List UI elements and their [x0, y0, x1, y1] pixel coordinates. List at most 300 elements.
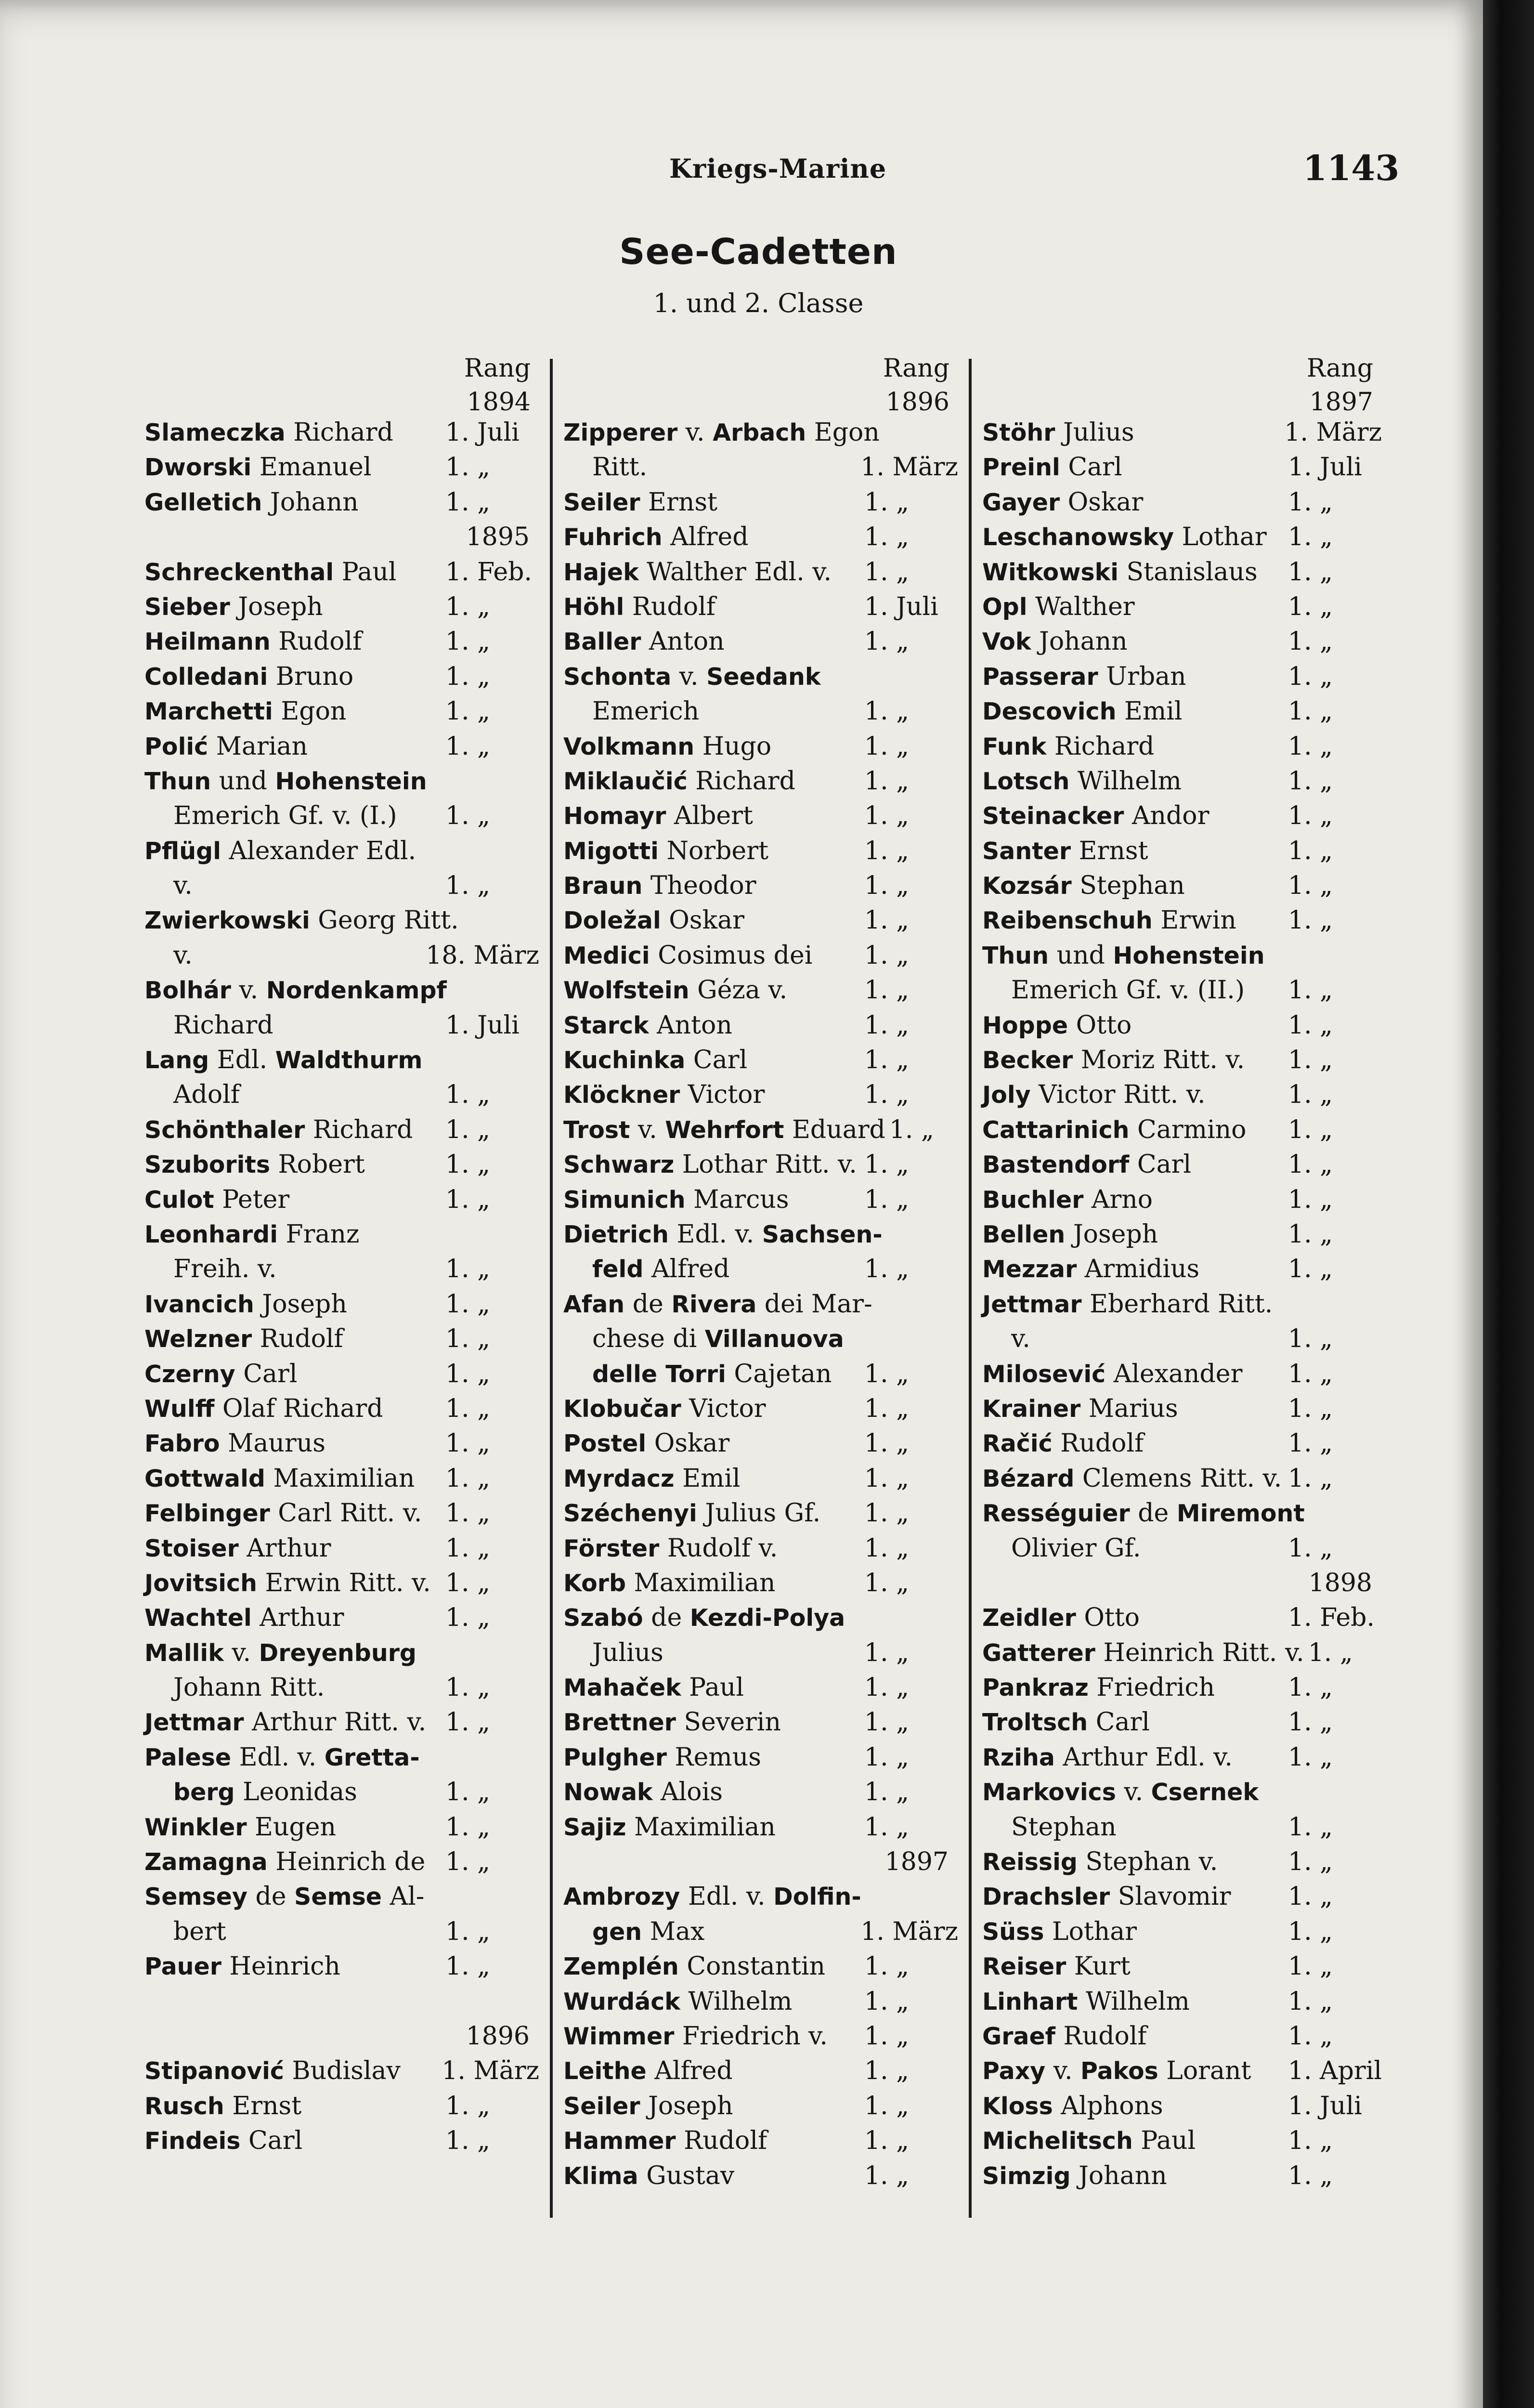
surname: Semsey	[144, 1883, 247, 1911]
rank-date: 1. „	[1308, 1638, 1353, 1667]
cadet-entry	[144, 1360, 539, 1394]
given-name-part: dei Mar-	[756, 1289, 872, 1319]
given-name-part: Lorant	[1158, 2056, 1251, 2086]
given-name: Victor	[680, 1080, 765, 1110]
cadet-name	[144, 1952, 442, 1981]
cadet-name	[982, 523, 1284, 551]
cadet-name	[563, 1255, 860, 1283]
given-name: Georg Ritt.	[310, 906, 459, 935]
rank-date: 1. „	[445, 2126, 491, 2156]
cadet-entry	[982, 1290, 1382, 1324]
given-name: chese di	[592, 1324, 705, 1354]
given-name: Friedrich	[1088, 1673, 1215, 1702]
cadet-name	[144, 871, 442, 900]
cadet-name	[563, 1185, 860, 1214]
cadet-entry	[144, 1603, 539, 1638]
cadet-name	[982, 558, 1284, 587]
cadet-name	[144, 1917, 442, 1946]
cadet-name	[982, 1708, 1284, 1737]
cadet-name	[144, 1324, 442, 1353]
surname-part: Waldthurm	[275, 1047, 423, 1074]
cadet-entry	[144, 1917, 539, 1952]
cadet-name	[982, 906, 1284, 935]
cadet-entry	[563, 697, 958, 732]
cadet-name	[144, 1360, 442, 1388]
cadet-name	[563, 1220, 883, 1249]
given-name: v.	[231, 976, 266, 1005]
given-name: Maximilian	[265, 1464, 415, 1493]
year-label: 1895	[466, 523, 530, 552]
surname: Reissig	[982, 1848, 1078, 1876]
cadet-entry	[982, 697, 1382, 732]
rank-date: 1. „	[864, 1568, 910, 1597]
cadet-entry	[982, 1115, 1382, 1150]
surname-part: Dolfin-	[773, 1883, 861, 1911]
rank-date: 1. „	[864, 1046, 910, 1075]
given-name: Rudolf	[624, 592, 716, 621]
cadet-name	[563, 488, 860, 517]
surname: Dworski	[144, 454, 252, 482]
page-number: 1143	[1303, 147, 1400, 188]
cadet-name	[563, 418, 880, 447]
cadet-entry	[982, 1499, 1382, 1533]
cadet-name	[982, 2022, 1284, 2051]
cadet-entry	[144, 558, 539, 592]
rank-date: 1. „	[889, 1115, 934, 1144]
rank-date: 1. „	[1288, 1359, 1333, 1388]
roster-column-1	[144, 347, 539, 2215]
rank-date: 1. „	[1288, 1394, 1333, 1423]
surname: Linhart	[982, 1988, 1078, 2015]
given-name: Leonidas	[234, 1778, 357, 1807]
cadet-name	[563, 1987, 860, 2016]
rank-date: 1. Juli	[864, 592, 938, 621]
cadet-name	[563, 1813, 860, 1842]
given-name: bert	[173, 1917, 226, 1946]
cadet-entry	[144, 1011, 539, 1046]
surname: Bellen	[982, 1220, 1066, 1248]
cadet-entry	[563, 627, 958, 662]
rank-date: 1. „	[864, 1812, 910, 1842]
given-name: Stephan v.	[1077, 1847, 1218, 1877]
given-name: Emerich Gf. v. (I.)	[173, 801, 397, 831]
rang-year-marker	[144, 523, 539, 557]
rank-date: 1. „	[445, 1115, 491, 1144]
cadet-entry	[982, 2092, 1382, 2126]
surname: Klobučar	[563, 1395, 681, 1423]
surname-part: Dreyenburg	[259, 1639, 416, 1667]
cadet-name	[144, 1220, 442, 1249]
cadet-entry	[982, 453, 1382, 487]
cadet-name	[144, 732, 442, 761]
given-name: Robert	[270, 1150, 365, 1179]
given-name: Walther Edl. v.	[638, 557, 832, 587]
cadet-entry	[563, 801, 958, 836]
cadet-name	[982, 1429, 1284, 1458]
rank-date: 1. April	[1287, 2056, 1382, 2086]
surname: Szabó	[563, 1604, 643, 1632]
rank-date: 1. „	[1288, 871, 1333, 901]
given-name: Lothar	[1174, 523, 1267, 552]
given-name: Carl	[240, 2126, 303, 2156]
surname: Buchler	[982, 1186, 1084, 1214]
cadet-entry	[144, 1464, 539, 1499]
cadet-name	[563, 1638, 860, 1667]
given-name: Rudolf v.	[659, 1533, 778, 1563]
cadet-name	[563, 1394, 860, 1423]
cadet-name	[982, 1813, 1284, 1842]
surname-part: Hohenstein	[275, 767, 427, 795]
given-name: Arthur Edl. v.	[1055, 1742, 1233, 1772]
given-name: Marcus	[685, 1185, 789, 1214]
cadet-name	[563, 1882, 861, 1911]
cadet-entry	[982, 1429, 1382, 1464]
given-name: Alfred	[646, 2056, 733, 2086]
rang-label: Rang	[464, 354, 531, 383]
surname: Wachtel	[144, 1604, 252, 1632]
given-name: Maurus	[220, 1429, 325, 1458]
rank-date: 1. „	[864, 1255, 910, 1284]
given-name: Rudolf	[270, 627, 362, 656]
surname: Sajiz	[563, 1813, 626, 1841]
rank-date: 1. „	[1288, 1987, 1333, 2016]
cadet-name	[144, 767, 442, 796]
surname: Zeidler	[982, 1604, 1076, 1632]
surname: Pflügl	[144, 837, 221, 865]
surname-part: Sachsen-	[762, 1220, 883, 1248]
cadet-entry	[982, 1987, 1382, 2022]
cadet-entry	[144, 1150, 539, 1185]
cadet-name	[144, 1778, 442, 1806]
rank-date: 1. „	[864, 1394, 910, 1423]
given-name: Rudolf	[1052, 1429, 1144, 1458]
cadet-name	[982, 1847, 1284, 1876]
cadet-name	[982, 801, 1284, 830]
rank-date: 1. „	[445, 1568, 491, 1597]
rank-date: 1. „	[1288, 1429, 1333, 1458]
rank-date: 1. „	[1288, 1115, 1333, 1144]
given-name: Emanuel	[251, 453, 372, 482]
cadet-entry	[144, 1673, 539, 1708]
surname: Joly	[982, 1081, 1031, 1109]
given-name: Wilhelm	[680, 1987, 793, 2016]
cadet-name	[144, 627, 442, 656]
surname: Förster	[563, 1534, 660, 1562]
given-name: Julius Gf.	[697, 1499, 821, 1528]
rank-date: 1. „	[1288, 557, 1333, 587]
rank-date: 1. „	[864, 1708, 910, 1737]
cadet-entry	[982, 1673, 1382, 1708]
cadet-entry	[982, 1778, 1382, 1812]
rank-date: 1. „	[1288, 2161, 1333, 2190]
surname: Seiler	[563, 488, 640, 516]
cadet-entry	[563, 662, 958, 697]
surname: Wolfstein	[563, 977, 689, 1005]
surname: Schonta	[563, 663, 672, 691]
cadet-name	[144, 1429, 442, 1458]
cadet-name	[144, 697, 442, 726]
given-name: Andor	[1124, 801, 1209, 831]
cadet-entry	[563, 1255, 958, 1289]
given-name: Alexander	[1105, 1359, 1243, 1388]
cadet-entry	[982, 627, 1382, 662]
given-name: Ernst	[640, 487, 717, 517]
cadet-name	[982, 1952, 1284, 1981]
surname: Vok	[982, 628, 1031, 656]
rank-date: 1. „	[864, 2126, 910, 2156]
surname: Mallik	[144, 1639, 224, 1667]
cadet-entry	[144, 2092, 539, 2126]
surname: Jettmar	[144, 1709, 244, 1737]
cadet-entry	[144, 801, 539, 836]
given-name: Victor Ritt. v.	[1030, 1080, 1206, 1110]
cadet-entry	[982, 1464, 1382, 1499]
given-name: Max	[642, 1917, 705, 1946]
rank-date: 1. „	[445, 1394, 491, 1423]
cadet-entry	[982, 1011, 1382, 1046]
rank-date: 1. „	[1288, 2126, 1333, 2156]
rank-date: 1. Juli	[445, 418, 520, 447]
given-name: Eugen	[247, 1812, 337, 1842]
rank-date: 1. „	[445, 1952, 491, 1981]
rank-date: 1. „	[1288, 1847, 1333, 1877]
given-name: Joseph	[230, 592, 323, 621]
cadet-name	[982, 1324, 1284, 1353]
rank-date: 1. „	[864, 697, 910, 726]
cadet-entry	[144, 1534, 539, 1569]
cadet-entry	[144, 1324, 539, 1359]
given-name: Theodor	[642, 871, 756, 901]
cadet-name	[144, 418, 442, 447]
cadet-name	[982, 1499, 1305, 1528]
rank-date: 1. „	[1288, 523, 1333, 552]
rank-date: 1. „	[1288, 662, 1333, 691]
given-name: Norbert	[658, 836, 768, 865]
cadet-entry	[144, 1847, 539, 1882]
cadet-name	[563, 627, 860, 656]
rank-date: 1. „	[864, 2021, 910, 2051]
cadet-name	[563, 2161, 860, 2190]
spacer	[144, 1987, 539, 2022]
cadet-entry	[144, 1046, 539, 1080]
cadet-name	[563, 697, 860, 726]
cadet-entry	[982, 418, 1382, 453]
rank-date: 1. „	[1288, 1219, 1333, 1249]
cadet-name	[563, 801, 860, 830]
cadet-name	[144, 906, 459, 935]
rank-date: 1. „	[445, 487, 491, 517]
surname: Brettner	[563, 1709, 676, 1737]
column-rule	[550, 359, 553, 2218]
cadet-name	[982, 1255, 1284, 1283]
cadet-entry	[144, 592, 539, 627]
given-name: Emil	[674, 1464, 741, 1493]
given-name: Johann	[1031, 627, 1128, 656]
cadet-name	[982, 1778, 1284, 1806]
cadet-name	[144, 1673, 442, 1702]
given-name: Carl	[685, 1046, 748, 1075]
cadet-name	[563, 1080, 860, 1109]
given-name: de	[1130, 1499, 1177, 1528]
cadet-entry	[563, 732, 958, 767]
cadet-entry	[563, 1499, 958, 1533]
given-name: v.	[677, 418, 713, 447]
rank-date: 1. „	[864, 1638, 910, 1667]
surname: Slameczka	[144, 419, 286, 446]
rank-date: 1. Juli	[445, 1010, 520, 1040]
surname-part: Kezdi-Polya	[689, 1604, 845, 1632]
cadet-name	[982, 767, 1284, 796]
surname: Lang	[144, 1047, 209, 1074]
cadet-name	[982, 592, 1284, 621]
surname: Marchetti	[144, 698, 273, 726]
surname: Felbinger	[144, 1500, 270, 1528]
cadet-entry	[563, 1220, 958, 1255]
surname: Homayr	[563, 802, 666, 830]
surname: Thun	[144, 767, 211, 795]
cadet-name	[563, 941, 860, 970]
surname: Santer	[982, 837, 1071, 865]
surname: Gelletich	[144, 488, 262, 516]
surname: Stöhr	[982, 419, 1055, 446]
surname: Wurdáck	[563, 1988, 680, 2015]
rank-date: 1. „	[864, 1952, 910, 1981]
cadet-entry	[982, 871, 1382, 906]
given-name: Géza v.	[689, 976, 788, 1005]
cadet-entry	[144, 662, 539, 697]
rank-date: 1. „	[1288, 697, 1333, 726]
cadet-name	[982, 2056, 1284, 2085]
rank-date: 1. „	[1288, 1882, 1333, 1911]
cadet-entry	[982, 1046, 1382, 1080]
cadet-entry	[563, 1778, 958, 1812]
cadet-entry	[563, 1080, 958, 1115]
rank-date: 1. „	[445, 1289, 491, 1319]
given-name: Richard	[173, 1010, 273, 1040]
given-name: Urban	[1098, 662, 1186, 691]
surname: Palese	[144, 1743, 232, 1771]
given-name: Olaf Richard	[214, 1394, 383, 1423]
rank-date: 1. „	[1288, 1150, 1333, 1179]
surname: Pankraz	[982, 1674, 1089, 1702]
given-name: Ritt.	[592, 453, 648, 482]
given-name: Anton	[649, 1010, 732, 1040]
surname: Ivancich	[144, 1290, 254, 1318]
cadet-name	[982, 1150, 1284, 1179]
cadet-entry	[563, 1569, 958, 1603]
surname-part: Rivera	[671, 1290, 757, 1318]
given-name: Richard	[285, 418, 393, 447]
surname: Myrdacz	[563, 1465, 675, 1492]
rank-date: 1. Feb.	[445, 557, 532, 587]
given-name: de	[624, 1289, 672, 1319]
cadet-entry	[563, 1011, 958, 1046]
cadet-entry	[563, 1673, 958, 1708]
given-name: Stephan	[1011, 1812, 1117, 1842]
given-name: Carl Ritt. v.	[270, 1499, 422, 1528]
surname: Witkowski	[982, 558, 1119, 586]
cadet-name	[982, 1080, 1284, 1109]
given-name: Paul	[1132, 2126, 1196, 2156]
rank-date: 1. „	[864, 732, 910, 761]
cadet-entry	[563, 558, 958, 592]
cadet-entry	[144, 1708, 539, 1742]
given-name: v.	[223, 1638, 259, 1667]
cadet-entry	[563, 941, 958, 976]
rank-date: 1. „	[445, 1080, 491, 1110]
cadet-entry	[144, 941, 539, 976]
given-name: Adolf	[173, 1080, 240, 1110]
given-name: Armidius	[1077, 1255, 1200, 1284]
surname: Lotsch	[982, 767, 1070, 795]
given-name: Heinrich de	[267, 1847, 426, 1877]
given-name: Paul	[681, 1673, 744, 1702]
given-name: Friedrich v.	[674, 2021, 828, 2051]
given-name: de	[643, 1603, 690, 1633]
cadet-name	[563, 558, 860, 587]
surname: Stipanović	[144, 2057, 284, 2085]
given-name: Otto	[1076, 1603, 1140, 1633]
given-name: Walther	[1027, 592, 1135, 621]
surname: Polić	[144, 733, 208, 760]
cadet-name	[982, 1673, 1284, 1702]
surname: Postel	[563, 1430, 647, 1458]
cadet-entry	[982, 1708, 1382, 1742]
given-name: Constantin	[678, 1952, 826, 1981]
given-name: Wilhelm	[1078, 1987, 1190, 2016]
cadet-entry	[563, 837, 958, 871]
cadet-entry	[563, 1743, 958, 1778]
given-name: Erwin	[1152, 906, 1236, 935]
given-name: Richard	[1046, 732, 1155, 761]
cadet-name	[982, 1011, 1284, 1040]
given-name: Marian	[208, 732, 308, 761]
rank-date: 1. „	[864, 906, 910, 935]
cadet-name	[982, 1987, 1284, 2016]
cadet-entry	[144, 976, 539, 1010]
surname-part: Wehrfort	[665, 1116, 784, 1144]
surname: Findeis	[144, 2127, 241, 2155]
surname: Culot	[144, 1186, 214, 1214]
surname: Medici	[563, 942, 650, 969]
rank-date: 1. „	[864, 2091, 910, 2120]
surname: Széchenyi	[563, 1500, 697, 1528]
cadet-entry	[563, 1952, 958, 1987]
cadet-name	[982, 697, 1284, 726]
given-name: Wilhelm	[1069, 766, 1182, 796]
surname: Doležal	[563, 907, 661, 935]
rang-year-marker	[144, 2022, 539, 2056]
given-name: Albert	[666, 801, 753, 831]
surname: Heilmann	[144, 628, 271, 656]
rank-date: 1. „	[445, 1359, 491, 1388]
cadet-name	[144, 1115, 442, 1144]
cadet-entry	[982, 801, 1382, 836]
cadet-name	[982, 1185, 1284, 1214]
rank-date: 1. „	[864, 1010, 910, 1040]
rank-date: 1. „	[445, 1847, 491, 1877]
cadet-entry	[563, 1464, 958, 1499]
surname-part: Pakos	[1080, 2057, 1158, 2085]
rank-date: 1. „	[864, 1499, 910, 1528]
cadet-name	[982, 453, 1284, 482]
cadet-name	[144, 1569, 442, 1597]
surname: Hammer	[563, 2127, 676, 2155]
cadet-name	[144, 1290, 442, 1319]
cadet-entry	[982, 488, 1382, 523]
cadet-name	[982, 2126, 1284, 2155]
cadet-entry	[982, 1255, 1382, 1289]
